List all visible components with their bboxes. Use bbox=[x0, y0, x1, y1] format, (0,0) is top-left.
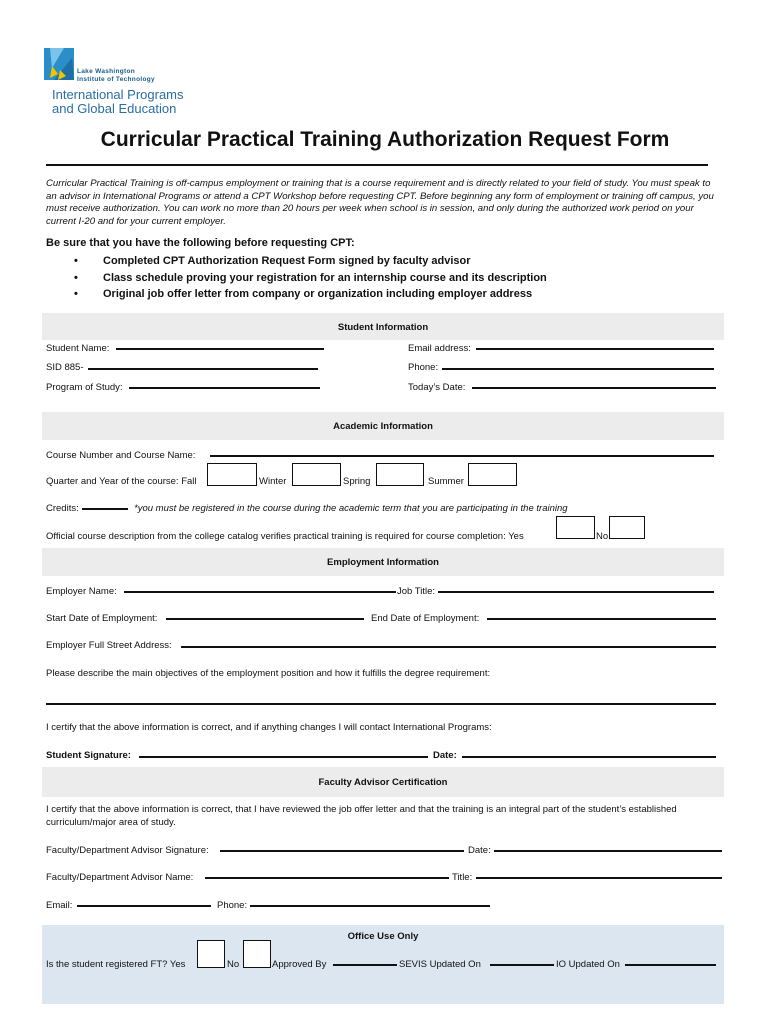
summer-checkbox[interactable] bbox=[468, 463, 517, 486]
todays-date-field[interactable] bbox=[472, 387, 716, 389]
requirement-item: • Original job offer letter from company or organization including employer address bbox=[72, 286, 547, 303]
end-date-label: End Date of Employment: bbox=[371, 613, 480, 624]
credits-note: *you must be registered in the course during the academic term that you are participating in the training bbox=[134, 503, 568, 514]
email-field[interactable] bbox=[476, 348, 714, 350]
student-date-label: Date: bbox=[433, 750, 457, 761]
official-no-label: No bbox=[596, 531, 609, 542]
form-title: Curricular Practical Training Authorization Request Form bbox=[100, 128, 670, 151]
io-updated-label: IO Updated On bbox=[556, 959, 620, 970]
start-date-field[interactable] bbox=[166, 618, 364, 620]
phone-label: Phone: bbox=[408, 362, 439, 373]
student-name-field[interactable] bbox=[116, 348, 324, 350]
employment-info-band bbox=[42, 548, 724, 576]
registered-yes-checkbox[interactable] bbox=[197, 940, 225, 968]
employer-name-label: Employer Name: bbox=[46, 586, 117, 597]
sid-label: SID 885- bbox=[46, 362, 84, 373]
program-field[interactable] bbox=[129, 387, 320, 389]
sevis-updated-field[interactable] bbox=[490, 964, 554, 966]
student-signature-label: Student Signature: bbox=[46, 750, 131, 761]
logo-line-3: International Programs bbox=[52, 87, 184, 102]
requirements-list bbox=[72, 253, 547, 303]
academic-info-band bbox=[42, 412, 724, 440]
course-label: Course Number and Course Name: bbox=[46, 450, 196, 461]
registered-ft-label: Is the student registered FT? Yes bbox=[46, 959, 186, 970]
logo-line-4: and Global Education bbox=[52, 101, 177, 116]
faculty-title-field[interactable] bbox=[476, 877, 722, 879]
street-address-field[interactable] bbox=[181, 646, 716, 648]
academic-info-heading: Academic Information bbox=[333, 421, 433, 432]
faculty-phone-label: Phone: bbox=[217, 900, 248, 911]
faculty-name-field[interactable] bbox=[205, 877, 449, 879]
job-title-field[interactable] bbox=[438, 591, 714, 593]
winter-label: Winter bbox=[259, 476, 287, 487]
logo-text-programs bbox=[52, 88, 184, 116]
io-updated-field[interactable] bbox=[625, 964, 716, 966]
requirement-item: • Completed CPT Authorization Request Form signed by faculty advisor bbox=[72, 253, 547, 270]
describe-objectives-label: Please describe the main objectives of the employment position and how it fulfills the degree requirement: bbox=[46, 668, 491, 679]
sevis-updated-label: SEVIS Updated On bbox=[399, 959, 481, 970]
logo-line-2: Institute of Technology bbox=[77, 76, 155, 83]
logo-mark-icon bbox=[44, 44, 78, 84]
official-no-checkbox[interactable] bbox=[609, 516, 645, 539]
institute-logo bbox=[44, 44, 214, 124]
job-title-label: Job Title: bbox=[397, 586, 436, 597]
faculty-signature-label: Faculty/Department Advisor Signature: bbox=[46, 845, 209, 856]
employment-info-heading: Employment Information bbox=[327, 557, 439, 568]
student-name-label: Student Name: bbox=[46, 343, 110, 354]
fall-checkbox[interactable] bbox=[207, 463, 257, 486]
official-description-label: Official course description from the college catalog verifies practical training is required for course completion: Yes bbox=[46, 531, 524, 542]
logo-text-institute bbox=[77, 68, 155, 84]
faculty-phone-field[interactable] bbox=[250, 905, 490, 907]
todays-date-label: Today’s Date: bbox=[408, 382, 466, 393]
faculty-date-label: Date: bbox=[468, 845, 491, 856]
student-signature-field[interactable] bbox=[139, 756, 428, 758]
faculty-band bbox=[42, 767, 724, 797]
course-field[interactable] bbox=[210, 455, 714, 457]
quarter-label: Quarter and Year of the course: Fall bbox=[46, 476, 197, 487]
sid-field[interactable] bbox=[88, 368, 318, 370]
email-label: Email address: bbox=[408, 343, 471, 354]
registered-no-label: No bbox=[227, 959, 240, 970]
registered-no-checkbox[interactable] bbox=[243, 940, 271, 968]
program-label: Program of Study: bbox=[46, 382, 123, 393]
faculty-title-label: Title: bbox=[452, 872, 473, 883]
title-divider bbox=[46, 164, 708, 166]
end-date-field[interactable] bbox=[487, 618, 716, 620]
start-date-label: Start Date of Employment: bbox=[46, 613, 158, 624]
student-info-heading: Student Information bbox=[337, 322, 429, 333]
requirement-item: • Class schedule proving your registration for an internship course and its description bbox=[72, 270, 547, 287]
faculty-certify-text: I certify that the above information is correct, that I have reviewed the job offer letter and that the training is an integral part of the student’s established curriculum/major area of study. bbox=[46, 804, 677, 828]
logo-line-1: Lake Washington bbox=[77, 68, 136, 75]
office-use-heading: Office Use Only bbox=[347, 931, 419, 942]
summer-label: Summer bbox=[428, 476, 464, 487]
spring-checkbox[interactable] bbox=[376, 463, 424, 486]
student-date-field[interactable] bbox=[462, 756, 716, 758]
faculty-heading: Faculty Advisor Certification bbox=[318, 777, 448, 788]
employer-name-field[interactable] bbox=[124, 591, 396, 593]
credits-label: Credits: bbox=[46, 503, 79, 514]
faculty-name-label: Faculty/Department Advisor Name: bbox=[46, 872, 194, 883]
approved-by-field[interactable] bbox=[333, 964, 397, 966]
approved-by-label: Approved By bbox=[272, 959, 327, 970]
winter-checkbox[interactable] bbox=[292, 463, 341, 486]
student-info-band bbox=[42, 313, 724, 340]
street-address-label: Employer Full Street Address: bbox=[46, 640, 172, 651]
official-yes-checkbox[interactable] bbox=[556, 516, 595, 539]
spring-label: Spring bbox=[343, 476, 371, 487]
faculty-email-label: Email: bbox=[46, 900, 73, 911]
requirements-heading: Be sure that you have the following before requesting CPT: bbox=[46, 237, 355, 249]
faculty-date-field[interactable] bbox=[494, 850, 722, 852]
student-certify-text: I certify that the above information is correct, and if anything changes I will contact International Programs: bbox=[46, 722, 492, 733]
intro-paragraph: Curricular Practical Training is off-campus employment or training that is a course requirement and is directly related to your field of study. You must speak to an advisor in International Programs or attend a CPT Workshop before requesting CPT. Before beginning any form of employment or training off campus, you must receive authorization. You can work no more than 20 hours per week when school is in session, and only during the authorized work period on your current I-20 and for your current employer. bbox=[46, 178, 714, 227]
faculty-email-field[interactable] bbox=[77, 905, 211, 907]
describe-objectives-field[interactable] bbox=[46, 703, 716, 705]
faculty-signature-field[interactable] bbox=[220, 850, 464, 852]
credits-field[interactable] bbox=[82, 508, 128, 510]
phone-field[interactable] bbox=[442, 368, 714, 370]
